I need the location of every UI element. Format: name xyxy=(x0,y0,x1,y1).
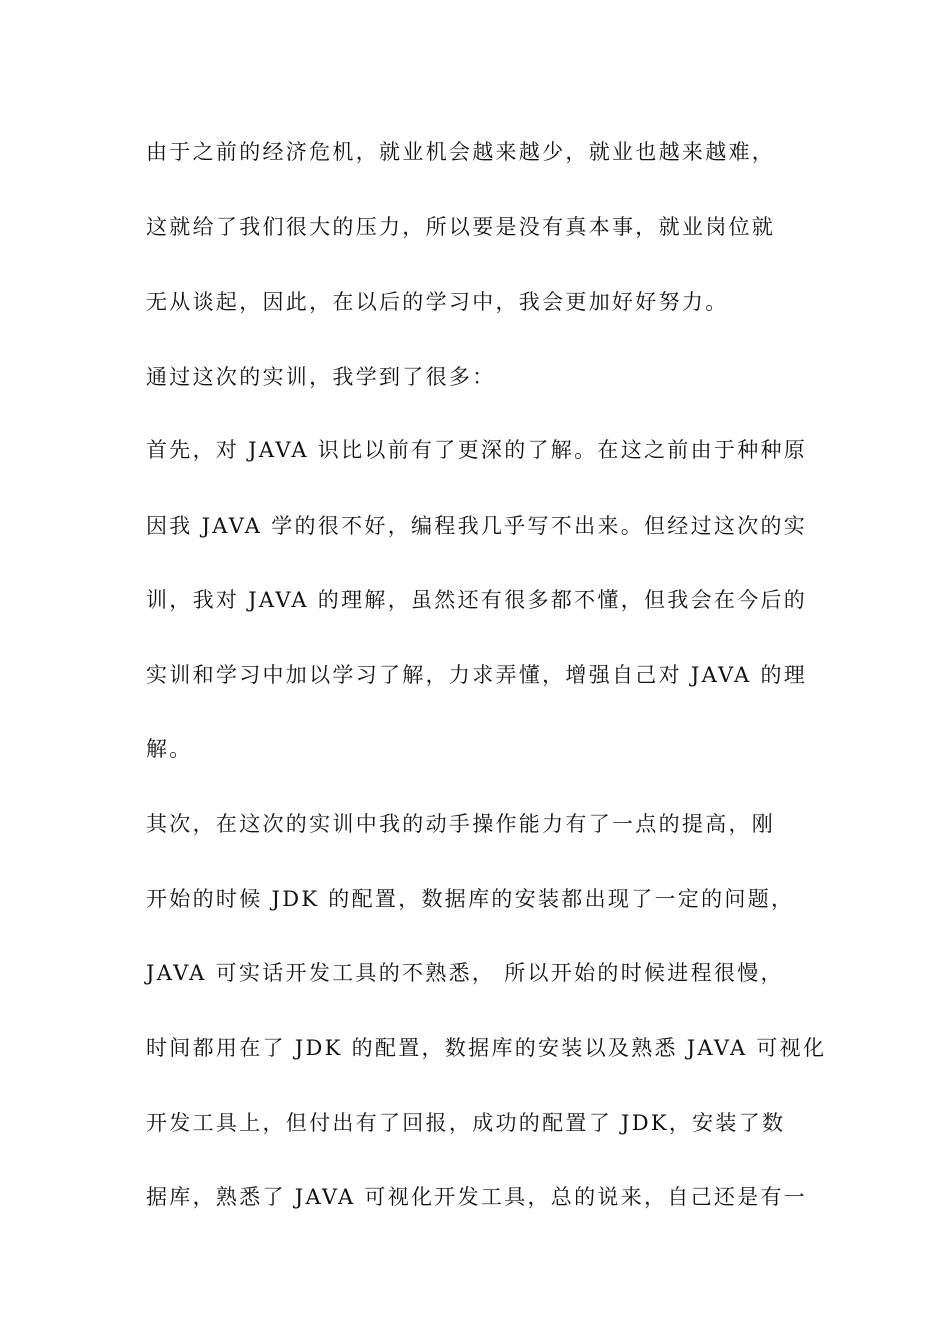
paragraph-line: 这就给了我们很大的压力，所以要是没有真本事，就业岗位就 xyxy=(146,215,776,239)
paragraph-line: 由于之前的经济危机，就业机会越来越少，就业也越来越难， xyxy=(146,140,776,164)
paragraph-line: 无从谈起，因此，在以后的学习中，我会更加好好努力。 xyxy=(146,290,729,314)
paragraph-line: 训，我对 JAVA 的理解，虽然还有很多都不懂，但我会在今后的 xyxy=(146,588,808,612)
paragraph-line: 开发工具上，但付出有了回报，成功的配置了 JDK，安装了数 xyxy=(146,1111,786,1135)
paragraph-line: 通过这次的实训，我学到了很多： xyxy=(146,365,496,389)
paragraph-line: 首先，对 JAVA 识比以前有了更深的了解。在这之前由于种种原 xyxy=(146,438,808,462)
paragraph-line: 解。 xyxy=(146,737,193,761)
paragraph-line: 其次，在这次的实训中我的动手操作能力有了一点的提高，刚 xyxy=(146,812,776,836)
paragraph-line: 因我 JAVA 学的很不好，编程我几乎写不出来。但经过这次的实 xyxy=(146,514,808,538)
paragraph-line: 开始的时候 JDK 的配置，数据库的安装都出现了一定的问题， xyxy=(146,887,795,911)
paragraph-line: JAVA 可实话开发工具的不熟悉， 所以开始的时候进程很慢， xyxy=(146,961,784,985)
paragraph-line: 时间都用在了 JDK 的配置，数据库的安装以及熟悉 JAVA 可视化 xyxy=(146,1036,827,1060)
paragraph-line: 据库，熟悉了 JAVA 可视化开发工具，总的说来，自己还是有一 xyxy=(146,1185,808,1209)
paragraph-line: 实训和学习中加以学习了解，力求弄懂，增强自己对 JAVA 的理 xyxy=(146,663,808,687)
